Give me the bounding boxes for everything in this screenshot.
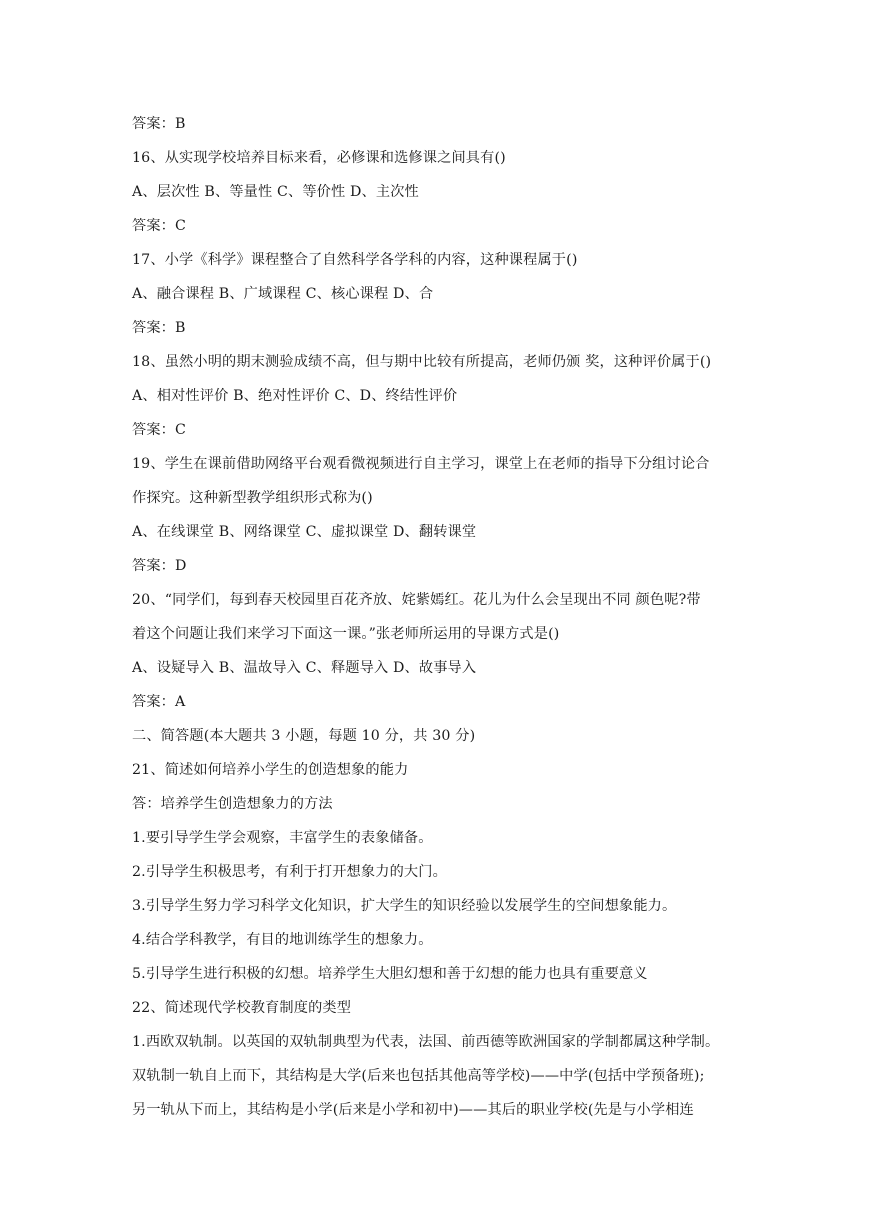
question-20-line-1: 20、“同学们，每到春天校园里百花齐放、姹紫嫣红。花儿为什么会呈现出不同 颜色呢?带 [132,592,701,608]
answer-21-intro: 答：培养学生创造想象力的方法 [132,796,333,812]
answer-18: 答案：C [132,422,187,438]
answer-21-point-2: 2.引导学生积极思考，有利于打开想象力的大门。 [132,864,447,880]
question-16: 16、从实现学校培养目标来看，必修课和选修课之间具有() [132,150,506,166]
question-17: 17、小学《科学》课程整合了自然科学各学科的内容，这种课程属于() [132,252,578,268]
question-19-line-2: 作探究。这种新型教学组织形式称为() [132,490,373,506]
section-heading-short-answer: 二、简答题(本大题共 3 小题，每题 10 分，共 30 分) [132,728,476,744]
question-21: 21、简述如何培养小学生的创造想象的能力 [132,762,409,778]
answer-22-line-3: 另一轨从下而上，其结构是小学(后来是小学和初中)——其后的职业学校(先是与小学相连 [132,1102,694,1118]
answer-21-point-1: 1.要引导学生学会观察，丰富学生的表象储备。 [132,830,433,846]
options-17: A、融合课程 B、广域课程 C、核心课程 D、合 [132,286,434,302]
options-20: A、设疑导入 B、温故导入 C、释题导入 D、故事导入 [132,660,477,676]
answer-22-line-2: 双轨制一轨自上而下，其结构是大学(后来也包括其他高等学校)——中学(包括中学预备班); [132,1068,705,1084]
answer-21-point-5: 5.引导学生进行积极的幻想。培养学生大胆幻想和善于幻想的能力也具有重要意义 [132,966,648,982]
options-16: A、层次性 B、等量性 C、等价性 D、主次性 [132,184,419,200]
answer-22-line-1: 1.西欧双轨制。以英国的双轨制典型为代表，法国、前西德等欧洲国家的学制都属这种学制。 [132,1034,720,1050]
answer-15: 答案：B [132,116,186,132]
answer-16: 答案：C [132,218,187,234]
options-19: A、在线课堂 B、网络课堂 C、虚拟课堂 D、翻转课堂 [132,524,477,540]
answer-20: 答案：A [132,694,186,710]
question-18: 18、虽然小明的期末测验成绩不高，但与期中比较有所提高，老师仍颁 奖，这种评价属于() [132,354,712,370]
answer-19: 答案：D [132,558,187,574]
question-20-line-2: 着这个问题让我们来学习下面这一课。”张老师所运用的导课方式是() [132,626,560,642]
options-18: A、相对性评价 B、绝对性评价 C、D、终结性评价 [132,388,458,404]
question-22: 22、简述现代学校教育制度的类型 [132,1000,352,1016]
answer-21-point-4: 4.结合学科教学，有目的地训练学生的想象力。 [132,932,433,948]
answer-17: 答案：B [132,320,186,336]
answer-21-point-3: 3.引导学生努力学习科学文化知识，扩大学生的知识经验以发展学生的空间想象能力。 [132,898,677,914]
question-19-line-1: 19、学生在课前借助网络平台观看微视频进行自主学习，课堂上在老师的指导下分组讨论合 [132,456,710,472]
